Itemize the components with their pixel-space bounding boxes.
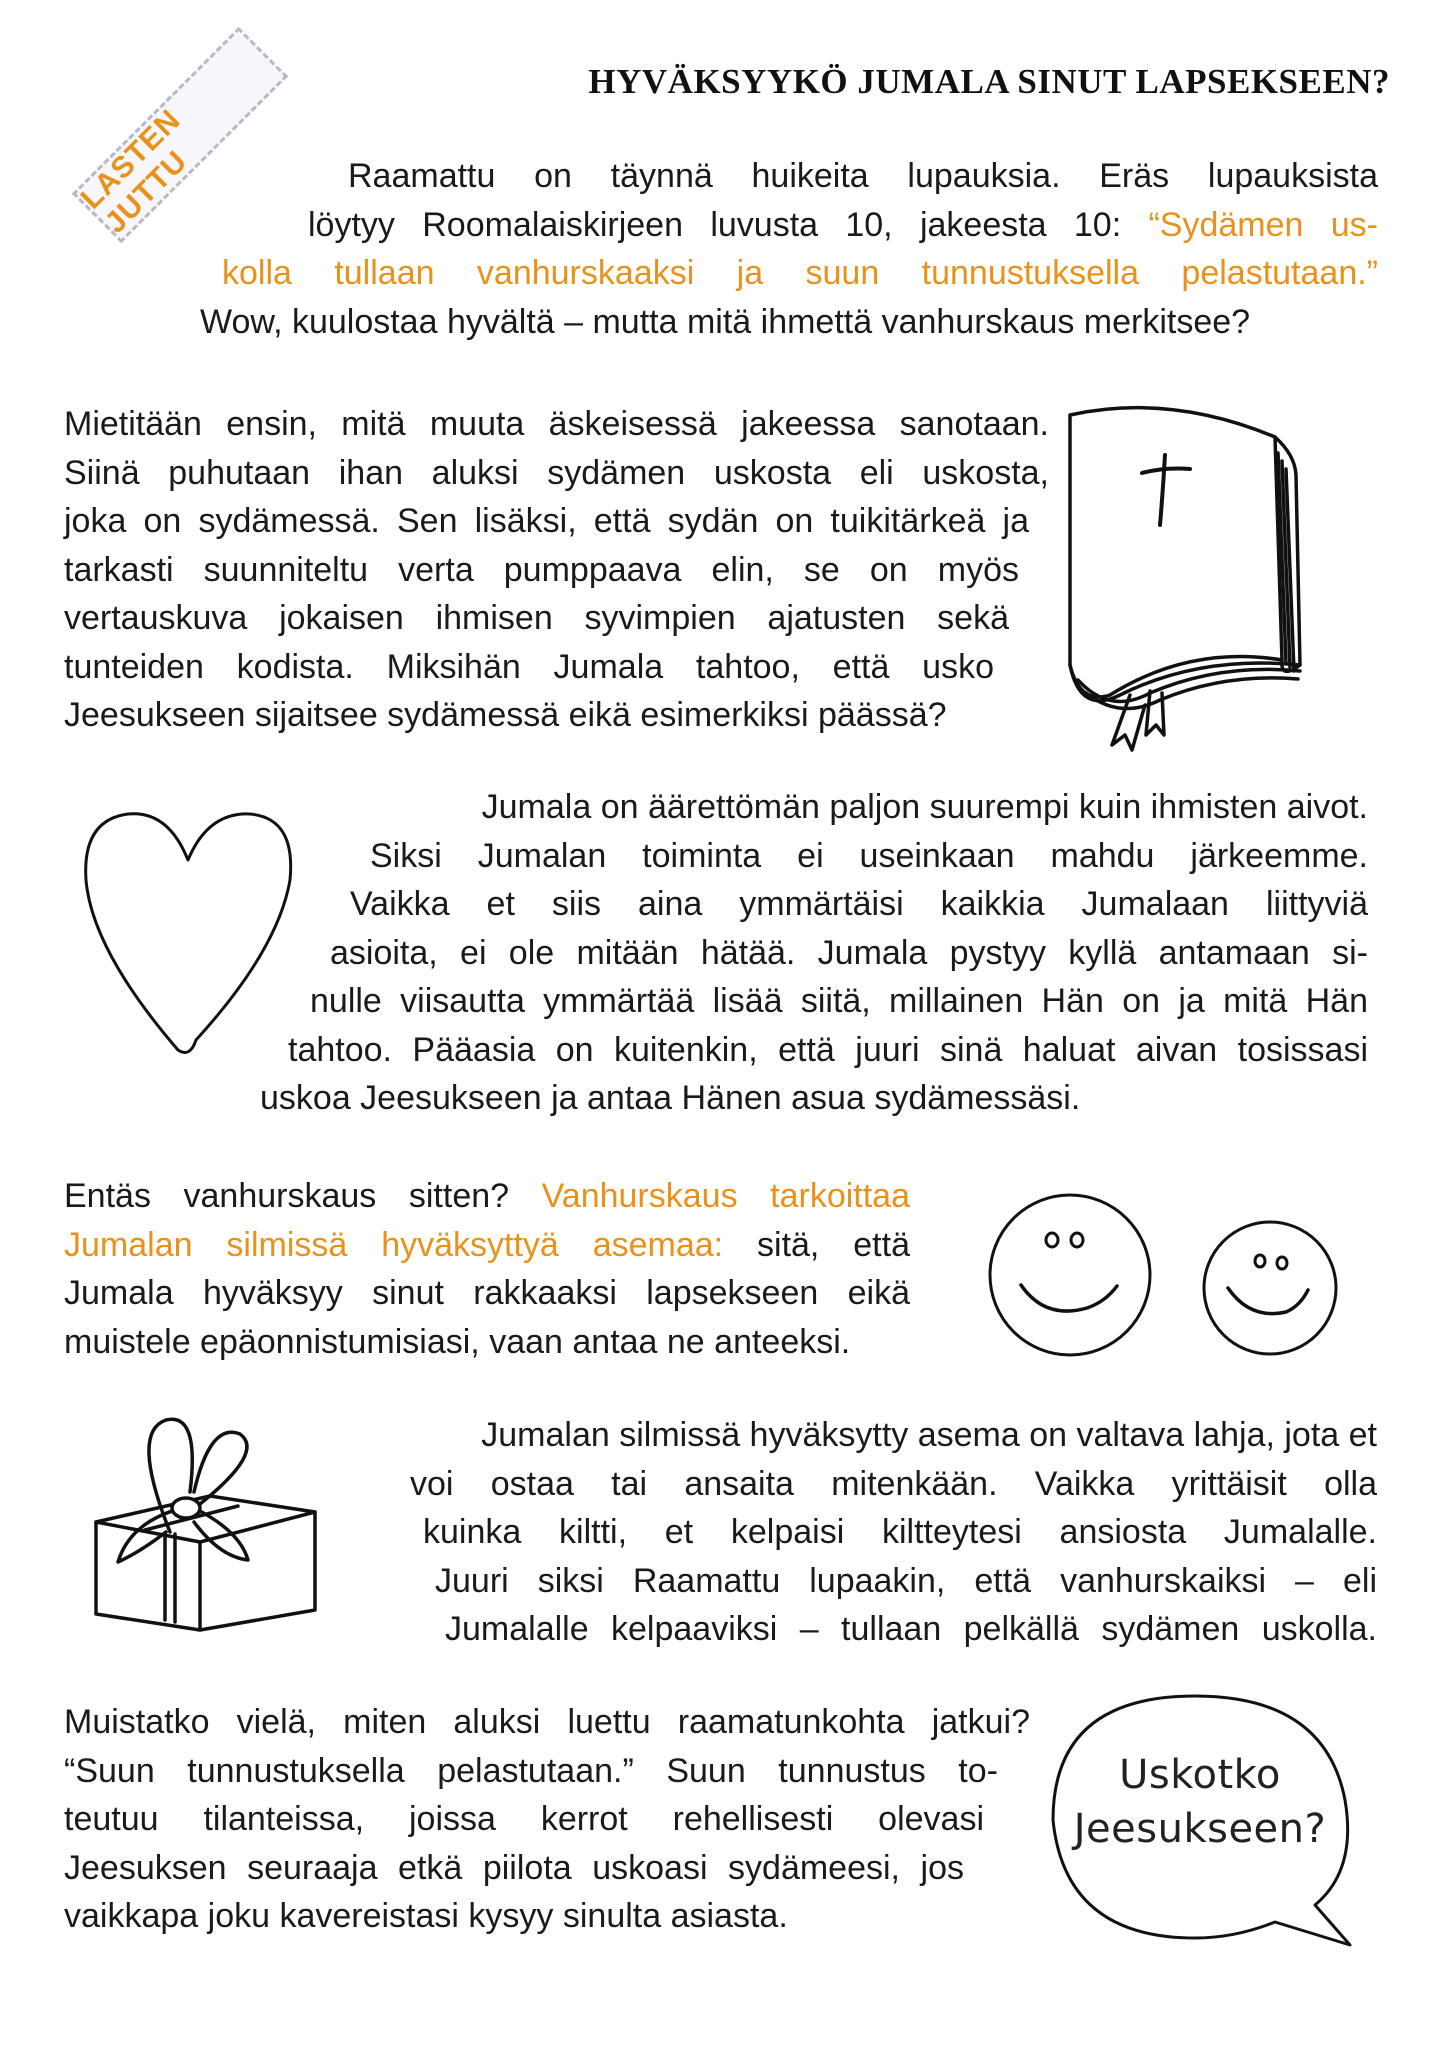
p6-line: vaikkapa joku kavereistasi kysyy sinulta asiasta. xyxy=(64,1897,788,1935)
intro-line-1: Raamattu on täynnä huikeita lupauksia. Eräs lupauksista xyxy=(348,157,1378,195)
page-title: HYVÄKSYYKÖ JUMALA SINUT LAPSEKSEEN? xyxy=(588,62,1390,101)
definition-highlight-1: Vanhurskaus tarkoittaa xyxy=(541,1177,911,1215)
p6-line: Muistatko vielä, miten aluksi luettu raamatunkohta jatkui? xyxy=(64,1703,1030,1741)
p4-line: Jumala hyväksyy sinut rakkaaksi lapsekseen eikä xyxy=(64,1274,910,1312)
p4-line: muistele epäonnistumisiasi, vaan antaa ne anteeksi. xyxy=(64,1322,851,1361)
p6-line: Jeesuksen seuraaja etkä piilota uskoasi sydämeesi, jos xyxy=(64,1848,964,1887)
p2-line: tunteiden kodista. Miksihän Jumala tahtoo, että usko xyxy=(64,647,994,686)
bible-icon xyxy=(1050,395,1310,755)
p5-line: Jumalalle kelpaaviksi – tullaan pelkällä sydämen uskolla. xyxy=(445,1610,1377,1648)
p3-line: tahtoo. Pääasia on kuitenkin, että juuri sinä haluat aivan tosissasi xyxy=(288,1030,1368,1069)
p2-line: tarkasti suunniteltu verta pumppaava elin, se on myös xyxy=(64,550,1019,589)
definition-highlight-2: Jumalan silmissä hyväksyttyä asemaa: xyxy=(64,1225,724,1264)
p3-line: nulle viisautta ymmärtää lisää siitä, millainen Hän on ja mitä Hän xyxy=(310,982,1368,1020)
p2-line: Jeesukseen sijaitsee sydämessä eikä esimerkiksi päässä? xyxy=(64,696,947,734)
p5-line: Jumalan silmissä hyväksytty asema on valtava lahja, jota et xyxy=(481,1416,1377,1454)
p6-line: teutuu tilanteissa, joissa kerrot rehellisesti olevasi xyxy=(64,1800,984,1838)
intro-paragraph xyxy=(200,152,1378,346)
intro-line-4: Wow, kuulostaa hyvältä – mutta mitä ihmettä vanhurskaus merkitsee? xyxy=(200,302,1251,341)
p4-line-2: Jumalan silmissä hyväksyttyä asemaa: sitä, että xyxy=(64,1225,910,1264)
verse-quote-start: “Sydämen us- xyxy=(1148,205,1378,244)
righteousness-paragraph xyxy=(64,1172,926,1366)
p5-line: Juuri siksi Raamattu lupaakin, että vanhurskaiksi – eli xyxy=(435,1561,1377,1600)
p4-line-1: Entäs vanhurskaus sitten? Vanhurskaus tarkoittaa xyxy=(64,1177,911,1215)
p2-line: Mietitään ensin, mitä muuta äskeisessä jakeessa sanotaan. xyxy=(64,405,1049,443)
p5-line: kuinka kiltti, et kelpaisi kiltteytesi ansiosta Jumalalle. xyxy=(423,1513,1377,1551)
p3-line: Jumala on äärettömän paljon suurempi kuin ihmisten aivot. xyxy=(481,788,1368,826)
p2-line: Siinä puhutaan ihan aluksi sydämen uskosta eli uskosta, xyxy=(64,453,1049,492)
p3-line: Vaikka et siis aina ymmärtäisi kaikkia Jumalaan liittyviä xyxy=(350,885,1368,923)
p2-line: joka on sydämessä. Sen lisäksi, että sydän on tuikitärkeä ja xyxy=(64,502,1029,540)
p3-line: asioita, ei ole mitään hätää. Jumala pystyy kyllä antamaan si- xyxy=(330,933,1368,972)
smiley-icon xyxy=(1200,1218,1340,1358)
smiley-icon xyxy=(985,1190,1155,1360)
p6-line: “Suun tunnustuksella pelastutaan.” Suun tunnustus to- xyxy=(64,1751,998,1790)
p2-line: vertauskuva jokaisen ihmisen syvimpien ajatusten sekä xyxy=(64,599,1009,637)
intro-line-2: löytyy Roomalaiskirjeen luvusta 10, jakeesta 10: “Sydämen us- xyxy=(308,205,1378,244)
confession-paragraph xyxy=(64,1698,1044,1941)
gift-icon xyxy=(90,1412,330,1632)
p3-line: uskoa Jeesukseen ja antaa Hänen asua sydämessäsi. xyxy=(260,1079,1081,1117)
god-bigger-paragraph xyxy=(260,783,1368,1123)
verse-quote-end: kolla tullaan vanhurskaaksi ja suun tunnustuksella pelastutaan.” xyxy=(222,254,1378,292)
p5-line: voi ostaa tai ansaita mitenkään. Vaikka yrittäisit olla xyxy=(410,1464,1377,1503)
stamp-label: LASTEN JUTTU xyxy=(74,103,194,240)
bubble-line-1: Uskotko xyxy=(1119,1752,1281,1798)
gift-paragraph xyxy=(395,1411,1377,1654)
speech-bubble-text xyxy=(1070,1748,1330,1856)
heart-faith-paragraph xyxy=(64,400,1054,740)
p3-line: Siksi Jumalan toiminta ei useinkaan mahdu järkeemme. xyxy=(370,836,1368,875)
bubble-line-2: Jeesukseen? xyxy=(1073,1806,1327,1852)
